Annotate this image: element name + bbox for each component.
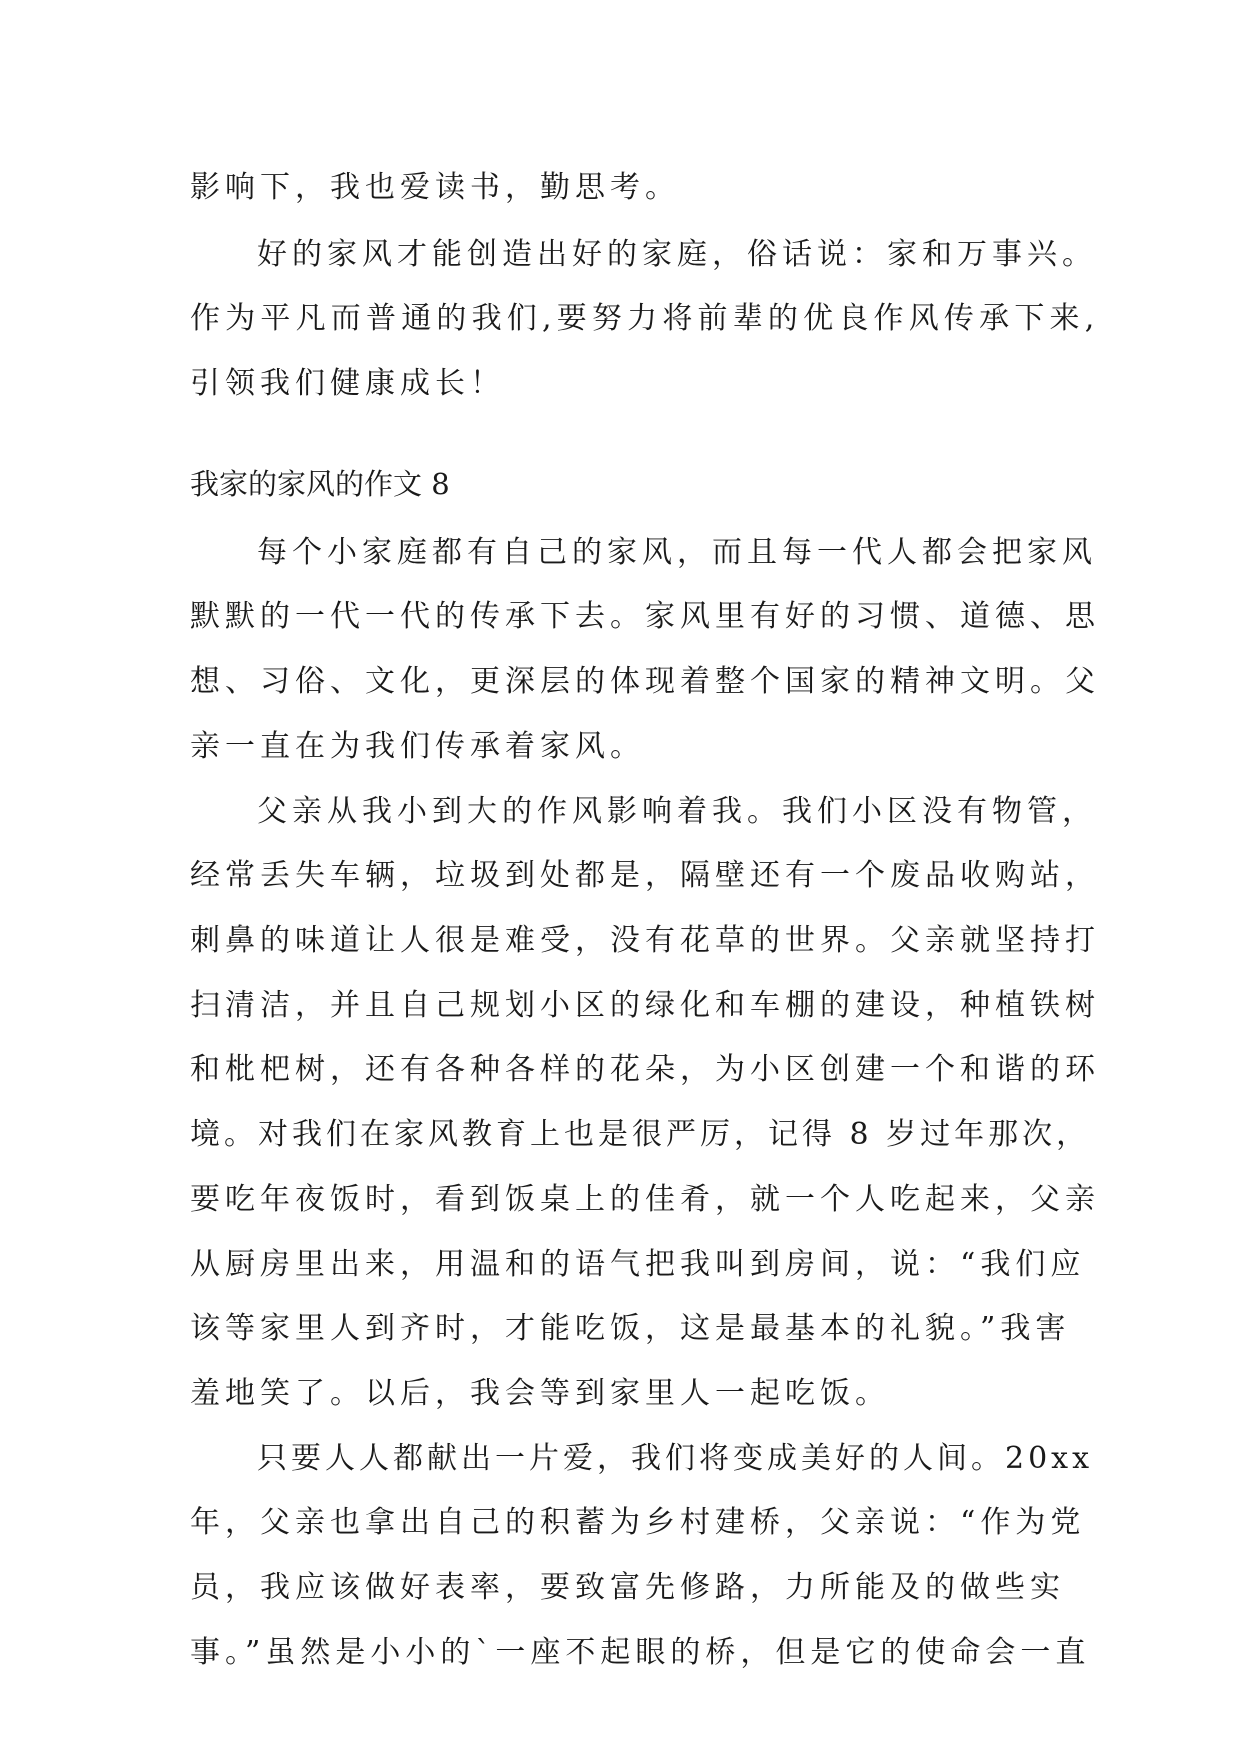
body-text-line: 影响下，我也爱读书，勤思考。 (190, 170, 680, 205)
paragraph-first-line: 好的家风才能创造出好的家庭，俗话说：家和万事兴。 (257, 237, 1097, 272)
body-text-line: 经常丢失车辆，垃圾到处都是，隔壁还有一个废品收购站， (190, 858, 1100, 893)
body-text-line: 作为平凡而普通的我们,要努力将前辈的优良作风传承下来, (190, 301, 1100, 336)
body-text-line: 默默的一代一代的传承下去。家风里有好的习惯、道德、思 (190, 599, 1100, 634)
paragraph-first-line: 每个小家庭都有自己的家风，而且每一代人都会把家风 (257, 535, 1097, 570)
body-text-line: 该等家里人到齐时，才能吃饭，这是最基本的礼貌。”我害 (190, 1311, 1071, 1346)
paragraph-first-line: 只要人人都献出一片爱，我们将变成美好的人间。20xx (257, 1441, 1094, 1476)
body-text-line: 员，我应该做好表率，要致富先修路，力所能及的做些实 (190, 1570, 1065, 1605)
paragraph-first-line: 父亲从我小到大的作风影响着我。我们小区没有物管， (257, 794, 1097, 829)
body-text-line: 刺鼻的味道让人很是难受，没有花草的世界。父亲就坚持打 (190, 923, 1100, 958)
section-title: 我家的家风的作文 8 (190, 467, 450, 501)
body-text-line: 引领我们健康成长！ (190, 366, 505, 401)
body-text-line: 境。对我们在家风教育上也是很严厉，记得 8 岁过年那次， (190, 1117, 1091, 1152)
body-text-line: 事。”虽然是小小的`一座不起眼的桥，但是它的使命会一直 (190, 1635, 1091, 1670)
body-text-line: 想、习俗、文化，更深层的体现着整个国家的精神文明。父 (190, 664, 1100, 699)
body-text-line: 和枇杷树，还有各种各样的花朵，为小区创建一个和谐的环 (190, 1052, 1100, 1087)
body-text-line: 从厨房里出来，用温和的语气把我叫到房间，说：“我们应 (190, 1247, 1086, 1282)
body-text-line: 扫清洁，并且自己规划小区的绿化和车棚的建设，种植铁树 (190, 988, 1100, 1023)
body-text-line: 要吃年夜饭时，看到饭桌上的佳肴，就一个人吃起来，父亲 (190, 1182, 1100, 1217)
body-text-line: 亲一直在为我们传承着家风。 (190, 729, 645, 764)
body-text-line: 羞地笑了。以后，我会等到家里人一起吃饭。 (190, 1376, 890, 1411)
body-text-line: 年，父亲也拿出自己的积蓄为乡村建桥，父亲说：“作为党 (190, 1505, 1086, 1540)
